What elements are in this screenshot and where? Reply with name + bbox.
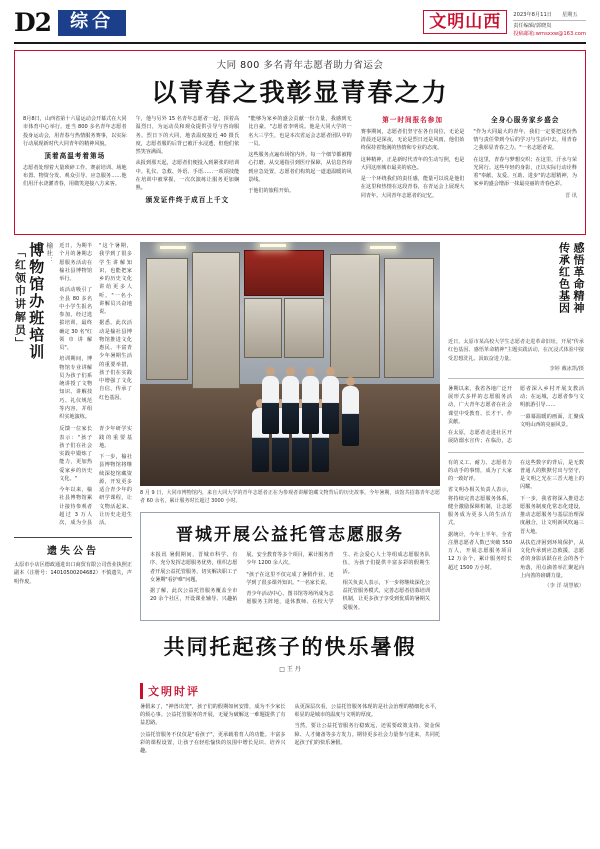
- lead-headline: 以青春之我彰显青春之力: [151, 78, 449, 108]
- commentary-body: [140, 703, 440, 756]
- mid-para: "孩子在这里不仅完成了暑假作业，还学到了很多课外知识。"一名家长说。: [246, 571, 334, 586]
- mid-body: [150, 551, 430, 612]
- divider: [448, 452, 584, 453]
- right-headline-line2: 感悟革命精神: [572, 242, 585, 315]
- lead-subhead: 顶着高温考着第场: [44, 152, 106, 161]
- right-para: 省文明办相关负责人表示，将持续完善志愿服务体系，健全激励保障机制，让志愿服务成为更多人的生活方式。: [448, 487, 512, 527]
- mid-headline: 晋城开展公益托管志愿服务: [176, 525, 404, 546]
- right-para: 在这些数字的背后，是无数普通人的默默付出与坚守，是文明之光在三晋大地上的闪耀。: [520, 459, 584, 491]
- right-photo-credit: 李婷 戴冰凯/摄: [549, 365, 584, 372]
- photo-block: [140, 242, 440, 505]
- lead-para: 是一个环绕我们的责任感，能量可以说是他们在这里和热情在这段青春，在青运会上展现大同青年。大同青年志愿者的记忆。: [360, 176, 465, 199]
- lead-article: [14, 50, 586, 235]
- feature-headline: 共同托起孩子的快乐暑假: [163, 633, 417, 659]
- left-para: 下一步，榆社县博物馆将继续深挖馆藏资源，开发更多适合青少年的研学课程，让文物活起来、让历史走进生活。: [99, 454, 132, 527]
- right-body: [448, 385, 584, 446]
- left-tail: [59, 425, 132, 529]
- lead-para: 志愿者处理着大量琐碎工作。赛前培训、场地布置、物资分发、观众引导、应急服务……他们用汗水浇灌青春，用微笑迎接八方来客。: [23, 164, 127, 188]
- email-label: 投稿邮箱: [513, 31, 535, 38]
- divider: [448, 378, 584, 379]
- lead-para: "作为大同最大的青年，我们一定要把这份热情与责任带到今后的学习与生活中去，用青春之我彰显青春之力。"一名志愿者说。: [473, 128, 577, 152]
- paper-logo: 文明山西: [423, 10, 507, 34]
- editor-line: 责任编辑/郭晓岚: [513, 23, 552, 30]
- masthead-right: [423, 10, 586, 38]
- right-headline-line1: 传承红色基因: [557, 242, 571, 315]
- left-headline-sub: 「红领巾讲解员」: [13, 246, 27, 351]
- lead-para: 在这里，青春与梦想交织；在这里，汗水与荣光同行。这些年轻的身影，正以实际行动诠释着"奉献、友爱、互助、进步"的志愿精神，为家乡的盛会增添一抹最亮丽的青春色彩。: [473, 156, 577, 188]
- right-para: 从扶危济困到环境保护，从文化传承到应急救援，志愿者的身影活跃在社会的各个角落，用点滴善举汇聚起向上向善的磅礴力量。: [520, 539, 584, 579]
- masthead-left: [14, 10, 126, 36]
- left-dateline-tag: 榆社：: [45, 242, 54, 265]
- section-badge: 综合: [58, 10, 126, 36]
- lost-notice: [14, 537, 132, 586]
- left-headline-group: [14, 242, 54, 477]
- notice-title: 遗失公告: [47, 545, 99, 557]
- right-lower-credit: （李 洋 胡慧敏）: [544, 583, 584, 590]
- left-column: [14, 242, 132, 838]
- weekday: 星期五: [561, 12, 578, 18]
- lead-subhead: 第一时间报名参加: [382, 116, 443, 125]
- lead-subhead: 全身心服务家乡盛会: [491, 116, 560, 125]
- right-caption: 近日，太原市某高校大学生志愿者走进革命旧址，开展"传承红色基因、感悟革命精神"主题实践活动，在沉浸式体验中接受思想洗礼、汲取奋进力量。: [448, 339, 584, 362]
- lead-body: [23, 115, 577, 227]
- right-column: [448, 242, 584, 838]
- left-dateline: 近日，为期半个月的暑期志愿服务活动在榆社县博物馆举行。: [59, 243, 93, 283]
- mid-article: [140, 512, 440, 621]
- commentary-para: 公益托管服务不仅仅是"看孩子"，更承载着育人的功能。丰富多彩的课程设置，让孩子在轻松愉快的氛围中增长见识、培养兴趣。: [140, 731, 286, 755]
- mid-para: 相关负责人表示，下一步将继续深化公益托管服务模式，完善志愿者招募培训机制，让更多孩子享受到优质的暑期关爱服务。: [342, 579, 430, 611]
- commentary-para: 从更深层次看，公益托管服务体现的是社会治理的精细化水平，彰显的是城市的温度与文明的厚度。: [294, 703, 440, 719]
- middle-column: [140, 242, 440, 838]
- page-number: D2: [14, 8, 52, 38]
- masthead: [14, 10, 586, 44]
- right-para: 一幕幕温暖的画面，汇聚成文明山西的亮丽风景。: [520, 413, 584, 428]
- lead-para: 8月8日，山西省第十六届运动会开幕式在大同市体育中心举行。连当 800 多名青年志愿者投身运动会，用青春与热情服务赛事，以实际行动展现新时代大同青年的精神风貌。: [23, 116, 127, 147]
- lead-para: 从报到那天起，志愿者们便投入到紧张的培训中。礼仪、急救、外语、手语……一项项技能在培训中被掌握，一次次演练让服务更加娴熟。: [135, 160, 240, 192]
- lead-para: 于他们的旅程开始。: [248, 188, 295, 195]
- publish-date: 2023年8月11日: [513, 12, 552, 18]
- right-para: 暑期以来，我省各地广泛开展形式多样的志愿服务活动，广大青年志愿者在社会课堂中受教育、长才干、作贡献。: [448, 385, 512, 425]
- right-para: 在太原，志愿者走进社区开展防溺水宣传；在临汾，志愿者深入乡村开展支教活动；在运城，志愿者参与文明旅游引导……: [448, 385, 584, 445]
- right-lower-body: [448, 459, 584, 581]
- left-body: [59, 242, 132, 421]
- left-para: 反馈一位家长表示："孩子孩子们在社会实践中锻炼了能力，更加热爱家乡的历史文化。": [59, 426, 93, 482]
- right-para: 下一步，我省将深入推进志愿服务制度化常态化建设，推动志愿服务与基层治理深度融合，让文明新风吹遍三晋大地。: [520, 495, 584, 535]
- mid-para: 本报讯 暑假期间，晋城市科学、有序、充分发挥志愿服务优势，组织志愿者开展公益托管服务，切实解决职工子女暑期"看护难"问题。: [150, 552, 238, 583]
- masthead-meta: 2023年8月11日 星期五 责任编辑/郭晓岚 投稿邮箱:wmsxxw@163.com: [513, 12, 586, 38]
- lead-byline: 晋 讯: [564, 192, 577, 199]
- mid-para: 青少年活动中心、图书馆等场所成为志愿服务主阵地，退休教师、在校大学生、社会爱心人士等组成志愿服务队伍，为孩子们提供丰富多彩的假期生活。: [246, 552, 430, 606]
- main-content: [14, 242, 586, 838]
- commentary-para: 暑假来了，"神兽出笼"，孩子们的假期如何安排，成为不少家长的烦心事。公益托管服务的开展，无疑为破解这一难题提供了有益思路。: [140, 703, 286, 727]
- mid-para: 据了解，此次公益托管服务覆盖全市 20 余个社区，开设课业辅导、兴趣拓展、安全教育等多个项目，累计服务青少年 1200 余人次。: [150, 552, 334, 603]
- photo-caption: 8 月 9 日，大同市博物馆内，来自大同大学的青年志愿者正在为参观者讲解馆藏文物背后的历史故事。今年暑期，该馆共招募青年志愿者 60 余名，累计服务时长超过 3000 小时。: [140, 490, 440, 505]
- email-address: wmsxxw@163.com: [535, 31, 586, 38]
- lead-para: 这些服务点遍布场馆内外，每一个细节都被精心打磨。从交通指引到医疗保障，从信息咨询到应急处置，志愿者们构筑起一道道温暖的风景线。: [248, 152, 352, 183]
- right-para: 有的义工、耐力、志愿者力的动手的事情，成为了大家的一致好评。: [448, 459, 512, 483]
- right-para: 据统计，今年上半年，全省注册志愿者人数已突破 550 万人，开展志愿服务项目 12 万余个，累计服务时长超过 1500 万小时。: [448, 531, 512, 571]
- lead-para: 这种精神，正是新时代青年的生动写照，也是大同这座城市最美的底色。: [360, 156, 465, 171]
- left-headline-main: 博物馆办班培训: [27, 242, 46, 362]
- lead-kicker: 大同 800 多名青年志愿者助力省运会: [216, 60, 384, 72]
- left-para: 据悉，此次活动是榆社县博物馆推进文化惠民、丰富青少年暑期生活的重要举措，孩子们在实践中增强了文化自信，传承了红色基因。: [99, 320, 132, 401]
- left-para: 今年以来，榆社县博物馆累计接待参观者超过 3 万人次，成为全县青少年研学实践的重要基地。: [59, 426, 132, 527]
- notice-body: 太原市小店区德政通进出口商贸有限公司营业执照正副本（注册号：14010500204682）不慎遗失，声明作废。: [14, 561, 132, 585]
- lead-para: 赛事期间，志愿者们坚守在各自岗位，无论是清晨还是深夜，无论是烈日还是风雨，他们始终保持着饱满的热情和专业的态度。: [360, 128, 465, 152]
- feature-byline: □ 王 丹: [279, 665, 301, 673]
- lead-subhead: 颁发证件终于成百上千文: [145, 196, 230, 205]
- lead-para: 午，他与另外 15 名青年志愿者一起，顶着高温烈日，为运动员和观众提供引导与咨询服务。烈日下的大同，地表温度接近 40 摄氏度，志愿者服的后背已被汗水浸透，但他们依然笑容满面。: [135, 116, 240, 156]
- commentary-label: 文明时评: [140, 683, 200, 699]
- right-headline-group: [448, 242, 584, 334]
- left-para: 该活动吸引了全县 80 多名中小学生报名参加，经过选拔培训，最终确定 30 名"红领巾讲解员"。: [59, 287, 93, 352]
- left-para: "这个暑期，我学到了很多学生讲解知识，也能把家乡的历史文化讲给更多人听。"一名小讲解员兴奋地说。: [99, 243, 132, 316]
- left-para: 培训期间，博物馆专业讲解员为孩子们系统讲授了文物知识、讲解技巧、礼仪规范等内容，并组织实地演练。: [59, 356, 93, 421]
- lead-para: "能够为家乡的盛会贡献一份力量，我感到无比自豪。"志愿者李明说。他是大同大学的一名大三学生，也是本次省运会志愿者团队中的一员。: [248, 116, 352, 147]
- commentary-para: 当然，要让公益托管服务行稳致远，还需要政策支持、资金保障、人才储备等多方发力。期待更多社会力量参与进来，共同托起孩子们的快乐暑假。: [294, 723, 440, 746]
- museum-photo: [140, 242, 440, 486]
